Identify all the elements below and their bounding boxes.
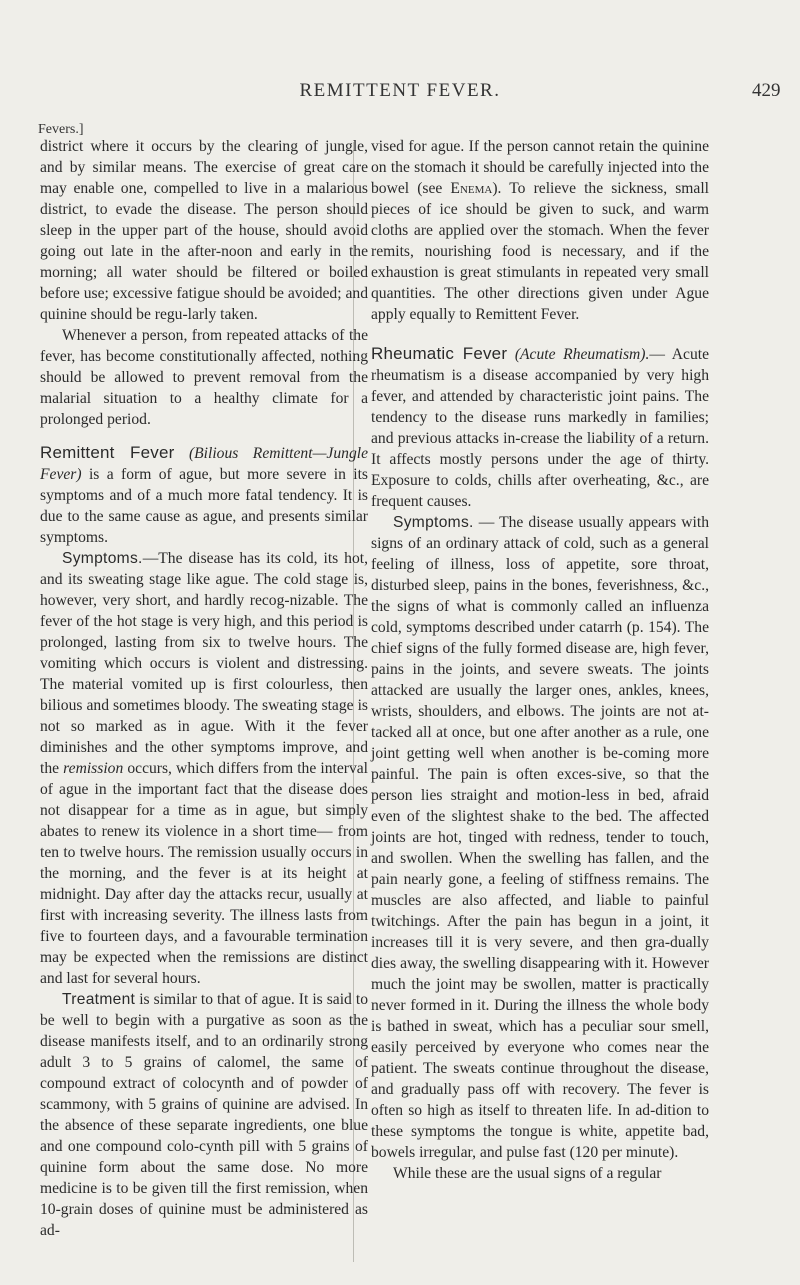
running-head-section: Fevers.] — [38, 122, 84, 137]
paragraph-rheumatic-symptoms — [371, 512, 709, 1163]
rheumatic-intro-text: — Acute rheumatism is a disease accompanied by very high fever, and attended by characteristic joint pains. The tendency to the disease runs markedly in families; and previous attacks in-crease the liability of a return. It affects mostly persons under the age of thirty. Exposure to colds, chills after overheating, &c., are frequent causes. — [371, 346, 709, 510]
paragraph-removal: Whenever a person, from repeated attacks of the fever, has become constitutionally affected, nothing should be allowed to prevent removal from the malarial situation to a healthy climate for a prolonged period. — [40, 327, 368, 428]
running-head-title: REMITTENT FEVER. — [299, 80, 501, 101]
right-column — [371, 136, 709, 1184]
paragraph-remittent-fever — [40, 442, 368, 548]
subheading-symptoms: Symptoms. — [62, 550, 143, 567]
subheading-treatment: Treatment — [62, 991, 136, 1008]
paragraph-last-line: While these are the usual signs of a regular — [393, 1165, 662, 1182]
paragraph-rheumatic-fever — [371, 343, 709, 512]
paragraph-treatment — [40, 989, 368, 1241]
enema-reference: Enema — [450, 180, 493, 197]
subheading-rheumatic-symptoms: Symptoms. — [393, 514, 474, 531]
continuation-text-b: ). To relieve the sickness, small pieces of ice should be given to suck, and warm cloths are applied over the stomach. When the fever remits, nourishing food is necessary, and if the exhaustion is great stimulants in repeated very small quantities. The other directions given under Ague apply equally to Remittent Fever. — [371, 180, 709, 323]
paragraph-ague-continuation — [371, 136, 709, 325]
heading-remittent-fever: Remittent Fever — [40, 443, 175, 462]
remittent-intro-text: is a form of ague, but more severe in its symptoms and of a much more fatal tendency. It is due to the same cause as ague, and presents similar symptoms. — [40, 466, 368, 546]
page-number: 429 — [752, 80, 781, 101]
left-column — [40, 136, 368, 1241]
continuation-text-a: vised for ague. If the person cannot retain the quinine on the stomach it should be carefully injected into the bowel (see — [371, 138, 709, 197]
paragraph-malaria-prevention: district where it occurs by the clearing of jungle, and by similar means. The exercise of great care may enable one, compelled to live in a malarious district, to evade the disease. The person should sleep in the upper part of the house, should avoid going out late in the after-noon and early in the morning; all water should be filtered or boiled before use; excessive fatigue should be avoided; and quinine should be regu-larly taken. — [40, 138, 368, 323]
rheumatic-symptoms-text: — The disease usually appears with signs of an ordinary attack of cold, such as a general feeling of illness, loss of appetite, sore throat, disturbed sleep, pains in the bones, feverishness, &c., the signs of what is commonly called an influenza cold, symptoms described under catarrh (p. 154). The chief signs of the fully formed disease are, high fever, pains in the joints, and severe sweats. The joints attacked are usually the larger ones, ankles, knees, wrists, shoulders, and elbows. The joints are not at-tacked all at once, but one after another as a rule, one joint getting well when another is be-coming more painful. The pain is often exces-sive, so that the person lies straight and motion-less in bed, afraid even of the slightest shake to the bed. The affected joints are hot, tinged with redness, tender to touch, and swollen. When the swelling has fallen, and the pain nearly gone, a feeling of stiffness remains. The muscles are also affected, and liable to painful twitchings. After the pain has begun in a joint, it increases till it is very severe, and then gra-dually dies away, the swelling disappearing with it. However much the joint may be swollen, matter is practically never formed in it. During the illness the whole body is bathed in sweat, which has a peculiar sour smell, easily perceived by everyone who comes near the patient. The sweats continue throughout the disease, and gradually pass off with recovery. The fever is often so high as itself to threaten life. In ad-dition to these symptoms the tongue is white, appetite bad, bowels irregular, and pulse fast (120 per minute). — [371, 514, 709, 1161]
paragraph-remittent-symptoms — [40, 548, 368, 989]
rheumatic-alt-name: (Acute Rheumatism). — [514, 346, 650, 363]
heading-rheumatic-fever: Rheumatic Fever — [371, 344, 508, 363]
remission-word: remission — [63, 760, 124, 777]
symptoms-text-1: —The disease has its cold, its hot, and its sweating stage like ague. The cold stage is, however, very short, and hardly recog-nizable. The fever of the hot stage is very high, and this period is prolonged, lasting from six to twelve hours. The vomiting which occurs is violent and distressing. The material vomited up is first colourless, then bilious and sometimes bloody. The sweating stage is not so marked as in ague. With it the fever diminishes and the other symptoms improve, and the — [40, 550, 368, 777]
treatment-text: is similar to that of ague. It is said to be well to begin with a purgative as soon as the disease manifests itself, and to an ordinarily strong adult 3 to 5 grains of calomel, the same of compound extract of colocynth and of powder of scammony, with 5 grains of quinine are advised. In the absence of these separate ingredients, one blue and one compound colo-cynth pill with 5 grains of quinine form about the same dose. No more medicine is to be given till the first remission, when 10-grain doses of quinine must be administered as ad- — [40, 991, 368, 1239]
symptoms-text-2: occurs, which differs from the interval of ague in the important fact that the disease does not disappear for a time as in ague, but simply abates to renew its violence in a short time— from ten to twelve hours. The remission usually occurs in the morning, and the fever is at its height at midnight. Day after day the attacks recur, usually at first with increasing severity. The illness lasts from five to fourteen days, and a favourable termination may be expected when the remissions are distinct and last for several hours. — [40, 760, 369, 987]
remittent-alt-names: (Bilious Remittent—Jungle Fever) — [40, 445, 368, 483]
